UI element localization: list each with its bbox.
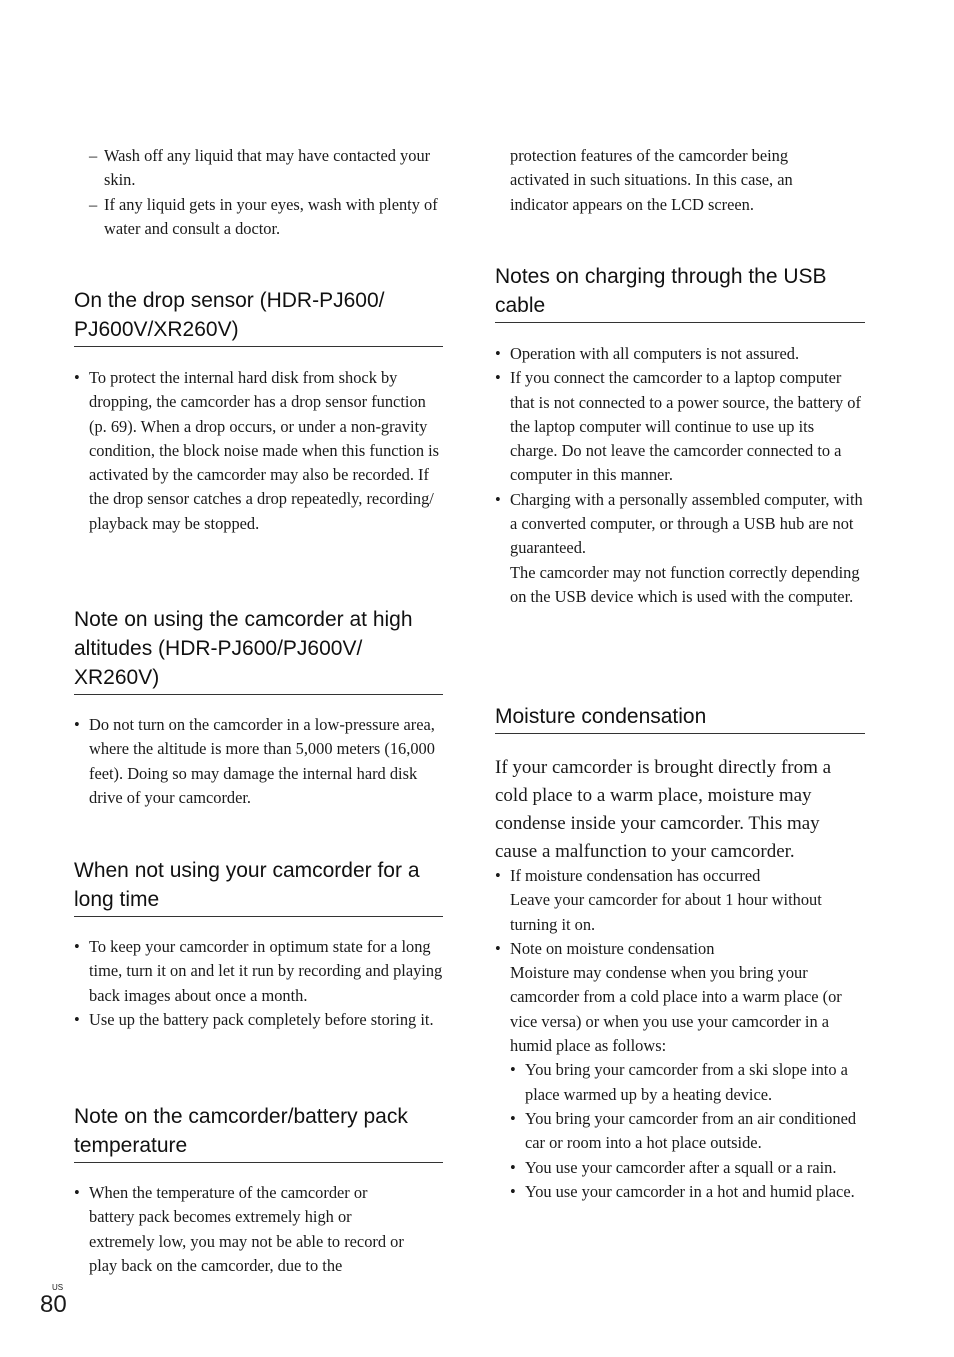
list-item: – If any liquid gets in your eyes, wash with plenty of water and consult a doctor. bbox=[89, 193, 443, 242]
list-item: • If you connect the camcorder to a laptop computer that is not connected to a power source, the battery of the laptop computer will continue to use up its charge. Do not leave the camcorder connected to a computer in this manner. bbox=[495, 366, 865, 487]
list-item-text: • Charging with a personally assembled computer, with a converted computer, or through a USB hub are not guaranteed. bbox=[510, 489, 863, 558]
drop-sensor-list bbox=[74, 366, 443, 536]
altitude-list bbox=[74, 713, 443, 810]
list-item bbox=[495, 864, 865, 937]
section-heading-temperature: Note on the camcorder/battery pack temperature bbox=[74, 1102, 443, 1163]
page-number: 80 bbox=[40, 1291, 67, 1318]
list-item: • You use your camcorder after a squall or a rain. bbox=[510, 1156, 865, 1180]
list-item: • You bring your camcorder from a ski slope into a place warmed up by a heating device. bbox=[510, 1058, 865, 1107]
list-item bbox=[495, 937, 865, 1204]
list-item: – Wash off any liquid that may have contacted your skin. bbox=[89, 144, 443, 193]
list-item-title: • Note on moisture condensation bbox=[510, 938, 715, 958]
moisture-situations-list bbox=[510, 1058, 865, 1204]
moisture-intro: If your camcorder is brought directly from a cold place to a warm place, moisture may condense inside your camcorder. This may cause a malfunction to your camcorder. bbox=[495, 757, 832, 862]
continuation-paragraph: protection features of the camcorder being activated in such situations. In this case, an indicator appears on the LCD screen. bbox=[510, 146, 793, 214]
list-item: • Use up the battery pack completely before storing it. bbox=[74, 1008, 443, 1032]
usb-list bbox=[495, 342, 865, 609]
list-item-text: Moisture may condense when you bring your camcorder from a cold place into a warm place (or vice versa) or when you use your camcorder in a humid place as follows: bbox=[510, 963, 842, 1056]
list-item: • You bring your camcorder from an air conditioned car or room into a hot place outside. bbox=[510, 1107, 865, 1156]
section-heading-drop-sensor: On the drop sensor (HDR-PJ600/ PJ600V/XR260V) bbox=[74, 286, 443, 347]
list-item: • You use your camcorder in a hot and humid place. bbox=[510, 1180, 865, 1204]
temperature-list bbox=[74, 1181, 414, 1278]
list-item-title: • If moisture condensation has occurred bbox=[510, 866, 761, 885]
list-item bbox=[495, 488, 865, 609]
section-heading-moisture: Moisture condensation bbox=[495, 702, 865, 734]
section-heading-altitude: Note on using the camcorder at high altitudes (HDR-PJ600/PJ600V/ XR260V) bbox=[74, 605, 443, 695]
section-heading-long-time: When not using your camcorder for a long time bbox=[74, 856, 443, 917]
region-code: US bbox=[52, 1283, 64, 1292]
list-item: • When the temperature of the camcorder or battery pack becomes extremely high or extremely low, you may not be able to record or play back on the camcorder, due to the bbox=[74, 1181, 414, 1278]
moisture-list bbox=[495, 864, 865, 1204]
list-item: • To keep your camcorder in optimum state for a long time, turn it on and let it run by recording and playing back images about once a month. bbox=[74, 935, 443, 1008]
list-item: • Do not turn on the camcorder in a low-pressure area, where the altitude is more than 5,000 meters (16,000 feet). Doing so may damage the internal hard disk drive of your camcorder. bbox=[74, 713, 443, 810]
long-time-list bbox=[74, 935, 443, 1032]
list-item-note: The camcorder may not function correctly depending on the USB device which is used with the computer. bbox=[510, 562, 860, 606]
list-item: • Operation with all computers is not assured. bbox=[495, 342, 865, 366]
liquid-precautions-list bbox=[89, 144, 443, 241]
list-item: • To protect the internal hard disk from shock by dropping, the camcorder has a drop sensor function (p. 69). When a drop occurs, or under a non-gravity condition, the block noise made when this function is activated by the camcorder may also be recorded. If the drop sensor catches a drop repeatedly, recording/ playback may be stopped. bbox=[74, 366, 443, 536]
section-heading-usb: Notes on charging through the USB cable bbox=[495, 262, 865, 323]
list-item-text: Leave your camcorder for about 1 hour without turning it on. bbox=[510, 890, 822, 934]
